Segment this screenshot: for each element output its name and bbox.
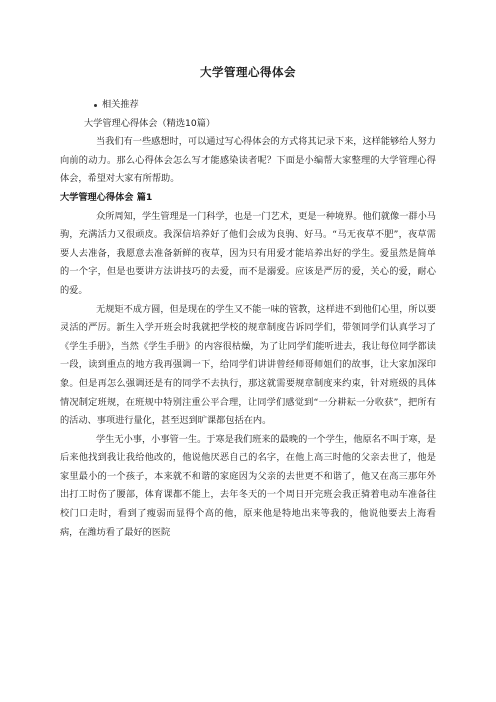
body-paragraph: 学生无小事，小事管一生。于寒是我们班来的最晚的一个学生，他原名不叫于寒，是后来他找到我让我给他改的，他说他厌恶自己的名字，在他上高三时他的父亲去世了，他是家里最小的一个孩子，本来就不和谐的家庭因为父亲的去世更不和谐了，他又在高三那年外出打工时伤了腰部，体育课都不能上，去年冬天的一个周日开完班会我正骑着电动车准备往校门口走时，看到了瘦弱而显得个高的他，原来他是特地出来等我的，他说他要去上海看病，在潍坊看了最好的医院	[60, 433, 436, 538]
intro-paragraph: 当我们有一些感想时，可以通过写心得体会的方式将其记录下来，这样能够给人努力向前的动力。那么心得体会怎么写才能感染读者呢？下面是小编帮大家整理的大学管理心得体会，希望对大家有所帮助。	[60, 136, 436, 185]
bullet-icon	[94, 104, 97, 107]
related-link[interactable]: 相关推荐	[102, 99, 139, 110]
related-recommendations[interactable]	[60, 96, 436, 115]
document-body	[60, 96, 436, 542]
document-title: 大学管理心得体会	[200, 65, 296, 79]
section-heading: 大学管理心得体会 篇1	[60, 191, 153, 203]
document-subtitle: 大学管理心得体会（精选10篇）	[84, 117, 216, 129]
body-paragraph: 众所周知，学生管理是一门科学，也是一门艺术，更是一种境界。他们就像一群小马驹，充满活力又很顽皮。我深信培养好了他们会成为良驹、好马。“马无夜草不肥”，夜草需要人去准备，我愿意去准备新鲜的夜草，因为只有用爱才能培养出好的学生。爱虽然是简单的一个字，但是也要讲方法讲技巧的去爱，而不是溺爱。应该是严厉的爱，关心的爱，耐心的爱。	[60, 210, 436, 296]
body-paragraph: 无规矩不成方圆，但是现在的学生又不能一味的管教，这样进不到他们心里，所以要灵活的严厉。新生入学开班会时我就把学校的规章制度告诉同学们，带领同学们认真学习了《学生手册》，当然《学生手册》的内容很枯燥，为了让同学们能听进去，我让每位同学都读一段，读到重点的地方我再强调一下，给同学们讲讲曾经师哥师姐们的故事，让大家加深印象。但是再怎么强调还是有的同学不去执行，那这就需要规章制度来约束，针对班级的具体情况制定班规，在班规中特别注重公平合理，让同学们感觉到“一分耕耘一分收获”，把所有的活动、事项进行量化，甚至迟到旷课都包括在内。	[60, 303, 436, 427]
